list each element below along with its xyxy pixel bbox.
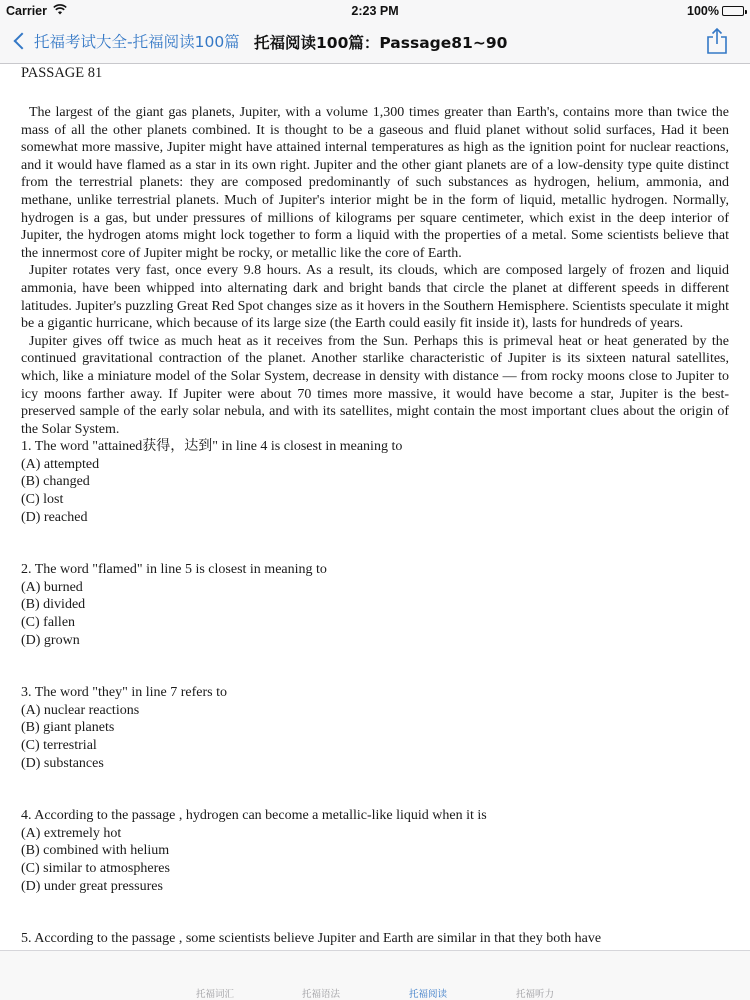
option-b: (B) divided — [21, 597, 86, 613]
option-d: (D) reached — [21, 509, 88, 525]
back-button[interactable] — [10, 30, 240, 52]
tab-bar — [0, 950, 750, 1000]
option-b: (B) changed — [21, 474, 90, 490]
back-button-label: 托福考试大全-托福阅读100篇 — [34, 33, 240, 51]
carrier-label: Carrier — [6, 4, 47, 18]
option-c: (C) similar to atmospheres — [21, 860, 170, 876]
spacer — [21, 649, 729, 684]
tab-toefl-listening[interactable]: 托福听力 — [516, 989, 555, 1000]
navigation-bar — [0, 22, 750, 64]
option-d: (D) substances — [21, 755, 104, 771]
battery-full-icon — [722, 6, 744, 16]
passage-paragraph: The largest of the giant gas planets, Jupiter, with a volume 1,300 times greater than Earth's, contains more than twice the mass of all the other planets combined. It is thought to be a gaseous and fluid planet without solid surfaces, Had it been somewhat more massive, Jupiter might have attained internal temperatures as high as the ignition point for nuclear reactions, and it would have flamed as a star in its own right. Jupiter and the other giant planets are of a low-density type quite distinct from the terrestrial planets: they are composed predominantly of such substances as hydrogen, helium, ammonia, and methane, unlike terrestrial planets. Much of Jupiter's interior might be in the form of liquid, metallic hydrogen. Normally, hydrogen is a gas, but under pressures of millions of kilograms per square centimeter, which exist in the deep interior of Jupiter, the hydrogen atoms might lock together to form a liquid with the properties of a metal. Some scientists believe that the innermost core of Jupiter might be rocky, or metallic like the core of Earth. — [21, 105, 729, 261]
status-bar — [0, 0, 750, 22]
tab-toefl-vocabulary[interactable]: 托福词汇 — [196, 989, 235, 1000]
option-a: (A) extremely hot — [21, 825, 122, 841]
spacer — [21, 526, 729, 561]
question-3 — [21, 684, 729, 772]
battery-percent: 100% — [687, 4, 719, 18]
option-b: (B) giant planets — [21, 720, 115, 736]
share-icon — [706, 27, 728, 55]
tab-toefl-grammar[interactable]: 托福语法 — [302, 989, 341, 1000]
question-4 — [21, 807, 729, 895]
chevron-left-icon — [14, 33, 31, 50]
share-button[interactable] — [706, 27, 728, 55]
passage-paragraph: Jupiter rotates very fast, once every 9.8 hours. As a result, its clouds, which are composed largely of frozen and liquid ammonia, have been whipped into alternating dark and bright bands that circle the planet at different speeds in different latitudes. Jupiter's puzzling Great Red Spot changes size as it hovers in the Southern Hemisphere. Scientists speculate it might be a gigantic hurricane, which because of its large size (the Earth could easily fit inside it), lasts for hundreds of years. — [21, 263, 729, 332]
question-text: 1. The word "attained获得，达到" in line 4 is closest in meaning to — [21, 439, 403, 455]
question-5 — [21, 930, 729, 948]
reading-content[interactable] — [0, 64, 750, 1000]
spacer — [21, 895, 729, 930]
page-title: 托福阅读100篇：Passage81~90 — [254, 34, 508, 52]
question-2 — [21, 561, 729, 649]
spacer — [21, 772, 729, 807]
option-a: (A) nuclear reactions — [21, 702, 140, 718]
option-c: (C) terrestrial — [21, 738, 97, 753]
tab-toefl-reading[interactable]: 托福阅读 — [409, 989, 448, 1000]
question-1 — [21, 438, 729, 526]
option-b: (B) combined with helium — [21, 843, 170, 859]
top-bar — [0, 0, 750, 64]
option-c: (C) fallen — [21, 615, 76, 631]
question-text: 4. According to the passage , hydrogen can become a metallic-like liquid when it is — [21, 808, 487, 824]
option-a: (A) burned — [21, 579, 83, 595]
option-a: (A) attempted — [21, 456, 100, 472]
question-text: 5. According to the passage , some scientists believe Jupiter and Earth are similar in that they both have — [21, 931, 602, 947]
option-c: (C) lost — [21, 492, 64, 508]
option-d: (D) under great pressures — [21, 878, 163, 894]
question-text: 2. The word "flamed" in line 5 is closest in meaning to — [21, 562, 327, 578]
option-d: (D) grown — [21, 632, 80, 648]
passage-paragraph: Jupiter gives off twice as much heat as it receives from the Sun. Perhaps this is primeval heat or heat generated by the continued gravitational contraction of the planet. Another starlike characteristic of Jupiter is its sixteen natural satellites, which, like a miniature model of the Solar System, decrease in density with distance — from rocky moons close to Jupiter to icy moons farther away. If Jupiter were about 70 times more massive, it would have become a star, Jupiter is the best-preserved sample of the early solar nebula, and with its satellites, might contain the most important clues about the origin of the Solar System. — [21, 333, 729, 437]
battery-group — [687, 4, 744, 18]
passage-title: PASSAGE 81 — [21, 65, 103, 81]
status-time: 2:23 PM — [351, 4, 399, 18]
question-text: 3. The word "they" in line 7 refers to — [21, 685, 227, 701]
